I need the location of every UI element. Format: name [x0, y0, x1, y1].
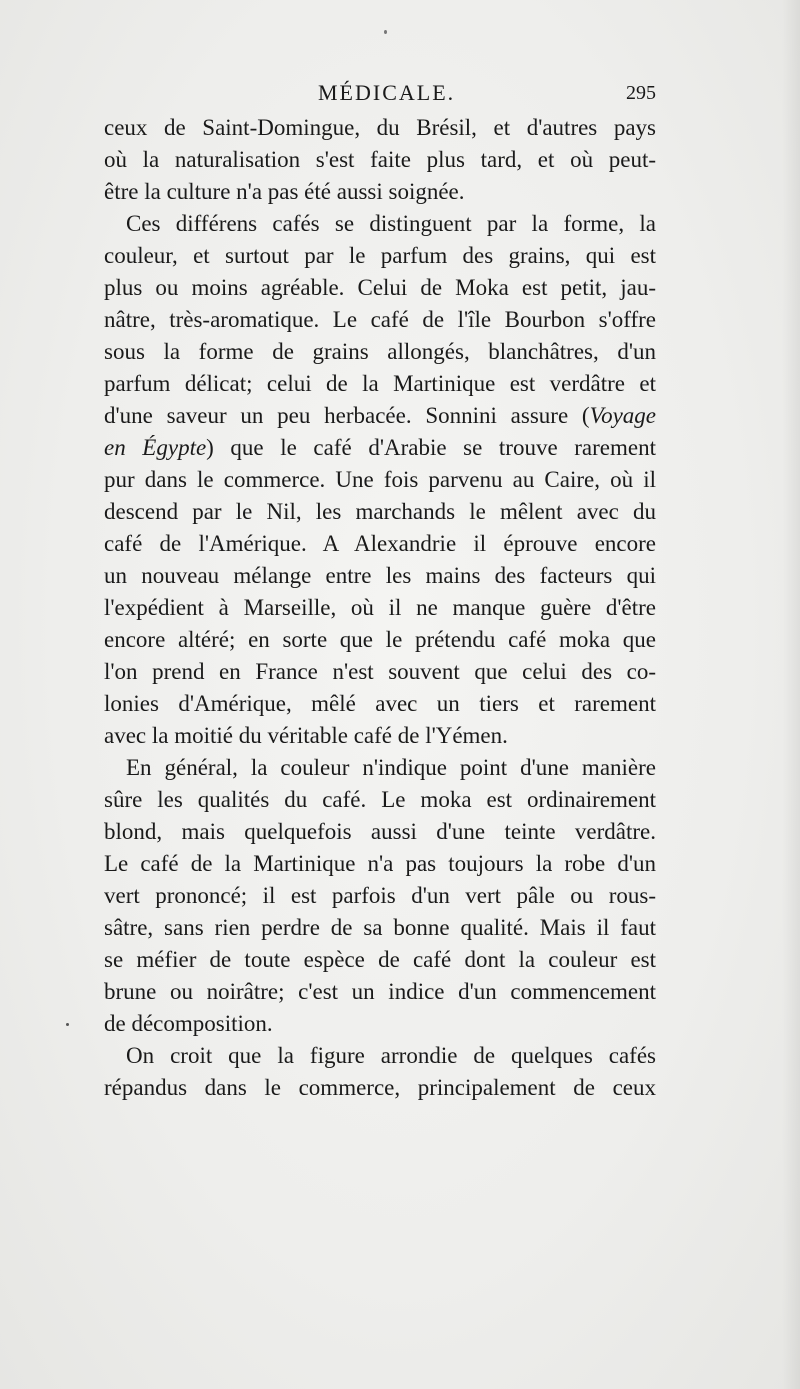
running-head-title: MÉDICALE.: [318, 80, 456, 105]
text-line: sâtre, sans rien perdre de sa bonne qualité. Mais il faut: [104, 915, 656, 940]
text-line: être la culture n'a pas été aussi soignée.: [104, 179, 465, 204]
text-line: répandus dans le commerce, principalement de ceux: [104, 1075, 656, 1100]
text-line: encore altéré; en sorte que le prétendu café moka que: [104, 627, 656, 652]
text-line: pur dans le commerce. Une fois parvenu au Caire, où il: [104, 467, 656, 492]
ink-speck: [66, 1023, 69, 1026]
text-line: se méfier de toute espèce de café dont la couleur est: [104, 947, 656, 972]
text-line: où la naturalisation s'est faite plus tard, et où peut-: [104, 147, 656, 172]
text-line: brune ou noirâtre; c'est un indice d'un commencement: [104, 979, 656, 1004]
text-line: en Égypte) que le café d'Arabie se trouve rarement: [104, 435, 656, 460]
text-line: Le café de la Martinique n'a pas toujours la robe d'un: [104, 851, 656, 876]
text-line: On croit que la figure arrondie de quelques cafés: [126, 1043, 656, 1068]
text-line: sûre les qualités du café. Le moka est ordinairement: [104, 787, 656, 812]
text-line: descend par le Nil, les marchands le mêlent avec du: [104, 499, 656, 524]
text-line: avec la moitié du véritable café de l'Yémen.: [104, 723, 508, 748]
text-line: sous la forme de grains allongés, blanchâtres, d'un: [104, 339, 656, 364]
text-line: café de l'Amérique. A Alexandrie il éprouve encore: [104, 531, 656, 556]
text-line: lonies d'Amérique, mêlé avec un tiers et rarement: [104, 691, 656, 716]
text-line: plus ou moins agréable. Celui de Moka est petit, jau-: [104, 275, 656, 300]
text-line: de décomposition.: [104, 1011, 273, 1036]
ink-speck: [384, 30, 387, 34]
paragraph: [104, 1040, 656, 1104]
text-line: blond, mais quelquefois aussi d'une teinte verdâtre.: [104, 819, 656, 844]
text-line: couleur, et surtout par le parfum des grains, qui est: [104, 243, 656, 268]
text-line: l'expédient à Marseille, où il ne manque guère d'être: [104, 595, 656, 620]
paragraph: [104, 112, 656, 208]
text-line: l'on prend en France n'est souvent que celui des co-: [104, 659, 656, 684]
text-line: En général, la couleur n'indique point d'une manière: [126, 755, 656, 780]
paragraph: [104, 208, 656, 752]
text-line: d'une saveur un peu herbacée. Sonnini assure (Voyage: [104, 403, 656, 428]
paragraph: [104, 752, 656, 1040]
body-text: [104, 112, 656, 1104]
text-line: nâtre, très-aromatique. Le café de l'île Bourbon s'offre: [104, 307, 656, 332]
text-line: Ces différens cafés se distinguent par la forme, la: [126, 211, 656, 236]
text-line: un nouveau mélange entre les mains des facteurs qui: [104, 563, 656, 588]
page-edge-shadow: [782, 0, 800, 1389]
text-line: ceux de Saint-Domingue, du Brésil, et d'autres pays: [104, 115, 656, 140]
running-head: [104, 78, 656, 112]
page-number: 295: [626, 82, 656, 104]
text-line: vert prononcé; il est parfois d'un vert pâle ou rous-: [104, 883, 656, 908]
text-line: parfum délicat; celui de la Martinique est verdâtre et: [104, 371, 656, 396]
